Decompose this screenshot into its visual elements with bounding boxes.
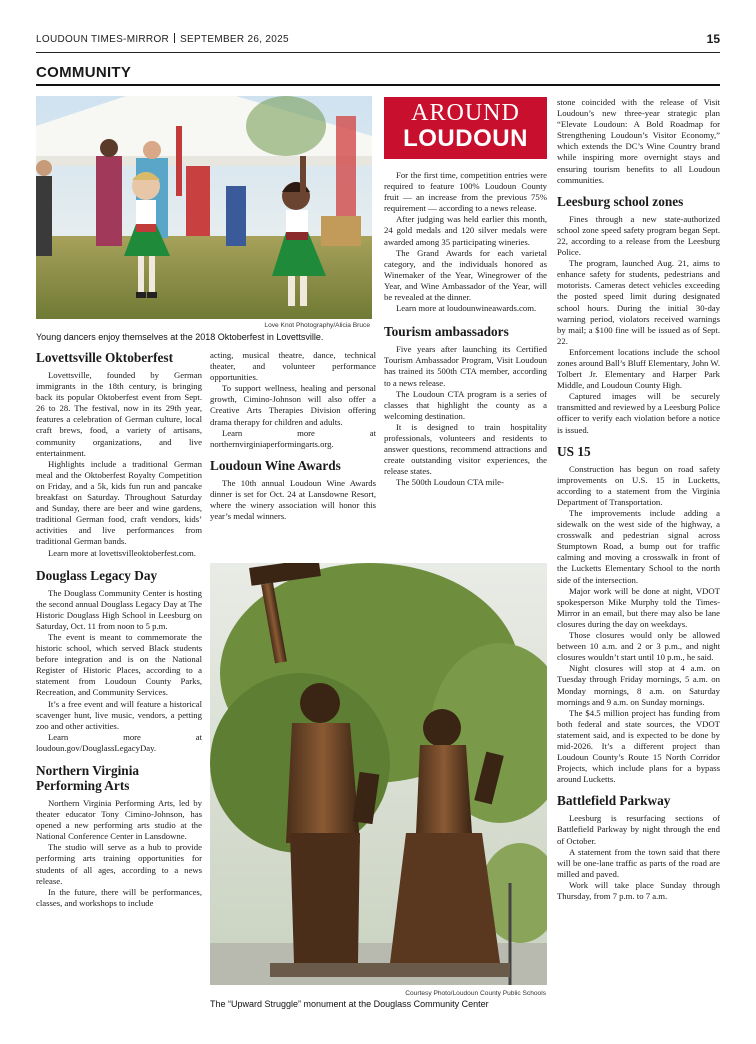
section-title: COMMUNITY — [36, 64, 132, 81]
paragraph: Five years after launching its Certified Tourism Ambassador Program, Visit Loudoun has trained its 500th CTA member, according to a news release. — [384, 344, 547, 388]
paragraph: Learn more at lovettsvilleoktoberfest.com. — [48, 547, 196, 558]
around-loudoun-banner — [384, 97, 547, 159]
paragraph: Learn more at northernvirginiaperformingarts.org. — [210, 427, 376, 449]
column-2 — [210, 350, 376, 522]
banner-top: AROUND — [411, 100, 520, 126]
paragraph: The Grand Awards for each varietal category, and the individuals honored as Winemaker of the Year, Winegrower of the Year, and Wine Ambassador of the Year, will be revealed at the dinner. — [384, 247, 547, 303]
paragraph: The $4.5 million project has funding from both federal and state sources, the VDOT statement said, and is expected to be done by mid-2026. It’s a different project than Loudoun County’s Route 15 North Corridor Projects, which include plans for a bypass around Lucketts. — [557, 707, 720, 785]
paragraph: A statement from the town said that there will be one-lane traffic as parts of the road are milled and paved. — [557, 846, 720, 879]
column-4 — [557, 97, 720, 902]
oktoberfest-photo — [36, 96, 372, 319]
banner-bottom: LOUDOUN — [403, 125, 528, 152]
headline-douglass: Douglass Legacy Day — [36, 567, 158, 583]
paragraph: Fines through a new state-authorized school zone speed safety program began Sept. 22, according to a release from the Leesburg Police. — [557, 213, 720, 258]
paragraph: Major work will be done at night, VDOT spokesperson Mike Murphy told the Times-Mirror in an email, but there may also be lane closures during the day on weekdays. — [557, 585, 720, 629]
photo-credit: Love Knot Photography/Alicia Bruce — [264, 322, 370, 329]
paragraph: Captured images will be securely transmitted and reviewed by a Leesburg Police officer to verify each violation before a notice is issued. — [557, 391, 720, 435]
paragraph: The studio will serve as a hub to provide performing arts training opportunities for students of all ages, according to a news release. — [36, 842, 202, 886]
section-rule — [36, 84, 720, 86]
paragraph: Enforcement locations include the school zones around Ball’s Bluff Elementary, John W. Tolbert Jr. Elementary and Harper Park Middle, and Loudoun County High. — [557, 346, 720, 391]
photo-caption: Young dancers enjoy themselves at the 2018 Oktoberfest in Lovettsville. — [36, 332, 324, 342]
publication-name: LOUDOUN TIMES-MIRROR — [36, 34, 170, 45]
paragraph: It is designed to train hospitality professionals, volunteers and residents to answer questions, recommend attractions and create outstanding visitor experiences, the release states. — [384, 421, 547, 477]
paragraph: Leesburg is resurfacing sections of Battlefield Parkway by night through the end of October. — [557, 813, 720, 846]
paragraph: Construction has begun on road safety improvements on U.S. 15 in Lucketts, according to a statement from the Virginia Department of Transportation. — [557, 463, 720, 507]
headline-leesburg: Leesburg school zones — [557, 193, 684, 209]
paragraph: The Loudoun CTA program is a series of classes that highlight the county as a welcoming destination. — [384, 388, 547, 421]
paragraph: Highlights include a traditional German meal and the Oktoberfest Royalty Competition on Friday, and a 5k, kids fun run and pancake breakfast on Saturday. Throughout Saturday and Sunday, there are beer and wine gardens, traditional German food, craft vendors, kids’ activities and live performances from traditional German bands. — [36, 458, 202, 547]
monument-photo — [210, 563, 547, 985]
paragraph: The event is meant to commemorate the historic school, which served Black students before integration and is on the National Register of Historic Places, according to a statement from Loudoun County Parks, Recreation, and Community Services. — [36, 631, 202, 698]
headline-oktoberfest: Lovettsville Oktoberfest — [36, 350, 174, 365]
statue-illustration — [210, 563, 547, 985]
paragraph: stone coincided with the release of Visit Loudoun’s new three-year strategic plan “Elevate Loudoun: A Bold Roadmap for Strengthening Loudoun’s Visitor Economy,” which extends the DC’s Wine Country brand while inspiring more overnight stays and ensuring tourism benefits to all Loudoun communities. — [557, 97, 720, 185]
header-rule — [36, 52, 720, 53]
paragraph: acting, musical theatre, dance, technical theater, and volunteer performance opportunities. — [210, 350, 376, 383]
headline-battlefield: Battlefield Parkway — [557, 793, 671, 809]
issue-date: SEPTEMBER 26, 2025 — [180, 34, 289, 45]
paragraph: Lovettsville, founded by German immigrants in the 18th century, is bringing back its popular Oktoberfest event from Sept. 26 to 28. The festival, now in its 29th year, features a celebration of German culture, local craft brews, food, a variety of artisans, community organizations, and live entertainment. — [36, 370, 202, 458]
paragraph: The Douglass Community Center is hosting the second annual Douglass Legacy Day at The Historic Douglass High School in Leesburg on Saturday, Oct. 11 from noon to 5 p.m. — [36, 587, 202, 631]
paragraph: The program, launched Aug. 21, aims to enhance safety for students, pedestrians and motorists. Cameras detect vehicles exceeding the posted speed limit during designated school hours. During the initial 30-day warning period, violators received warnings by mail; a $100 fine will be issued as of Sept. 22. — [557, 258, 720, 346]
column-3 — [384, 170, 547, 488]
paragraph: After judging was held earlier this month, 24 gold medals and 120 silver medals were awarded among 35 participating wineries. — [384, 214, 547, 247]
paragraph: The improvements include adding a sidewalk on the west side of the highway, a crosswalk and pedestrian signal across Stumptown Road, a bump out for traffic calming and moving a crosswalk in front of the Lucketts Elementary School to the north side of the intersection. — [557, 508, 720, 585]
dancers-illustration — [36, 96, 372, 319]
paragraph: Work will take place Sunday through Thursday, from 7 p.m. to 7 a.m. — [557, 879, 720, 901]
paragraph: Night closures will stop at 4 a.m. on Tuesday through Friday mornings, 5 a.m. on Monday mornings, 8 a.m. on Saturday mornings and 9 a.m. on Sunday mornings. — [557, 663, 720, 707]
headline-nvpa: Northern Virginia Performing Arts — [36, 763, 140, 793]
paragraph: Northern Virginia Performing Arts, led by theater educator Tony Cimino-Johnson, has opened a new performing arts studio at the National Conference Center in Lansdowne. — [36, 798, 202, 842]
paragraph: For the first time, competition entries were required to feature 100% Loudoun County fruit — an increase from the previous 75% requirement — according to a news release. — [384, 170, 547, 214]
masthead-line — [36, 33, 289, 45]
headline-wine-awards: Loudoun Wine Awards — [210, 457, 341, 473]
headline-us15: US 15 — [557, 443, 591, 459]
page-number: 15 — [706, 32, 720, 46]
paragraph: The 500th Loudoun CTA mile- — [396, 477, 504, 488]
photo-credit: Courtesy Photo/Loudoun County Public Schools — [405, 990, 546, 997]
paragraph: The 10th annual Loudoun Wine Awards dinner is set for Oct. 24 at Lansdowne Resort, where the winery association will honor this year’s medal winners. — [210, 477, 376, 522]
paragraph: To support wellness, healing and personal growth, Cimino-Johnson will also offer a Creative Arts Therapies Division offering drama therapy for children and adults. — [210, 383, 376, 427]
photo-caption: The “Upward Struggle” monument at the Douglass Community Center — [210, 999, 489, 1009]
column-1 — [36, 350, 202, 909]
paragraph: Those closures would only be allowed between 10 a.m. and 2 or 3 p.m., and night closures wouldn’t start until 10 p.m., he said. — [557, 630, 720, 663]
paragraph: It’s a free event and will feature a historical scavenger hunt, live music, vendors, a petting zoo and other activities. — [36, 698, 202, 731]
header-divider — [174, 33, 175, 43]
headline-tourism: Tourism ambassadors — [384, 324, 509, 340]
paragraph: In the future, there will be performances, classes, and workshops to include — [36, 886, 202, 908]
paragraph: Learn more at loudoun.gov/DouglassLegacyDay. — [36, 731, 202, 753]
paragraph: Learn more at loudounwineawards.com. — [396, 303, 537, 314]
